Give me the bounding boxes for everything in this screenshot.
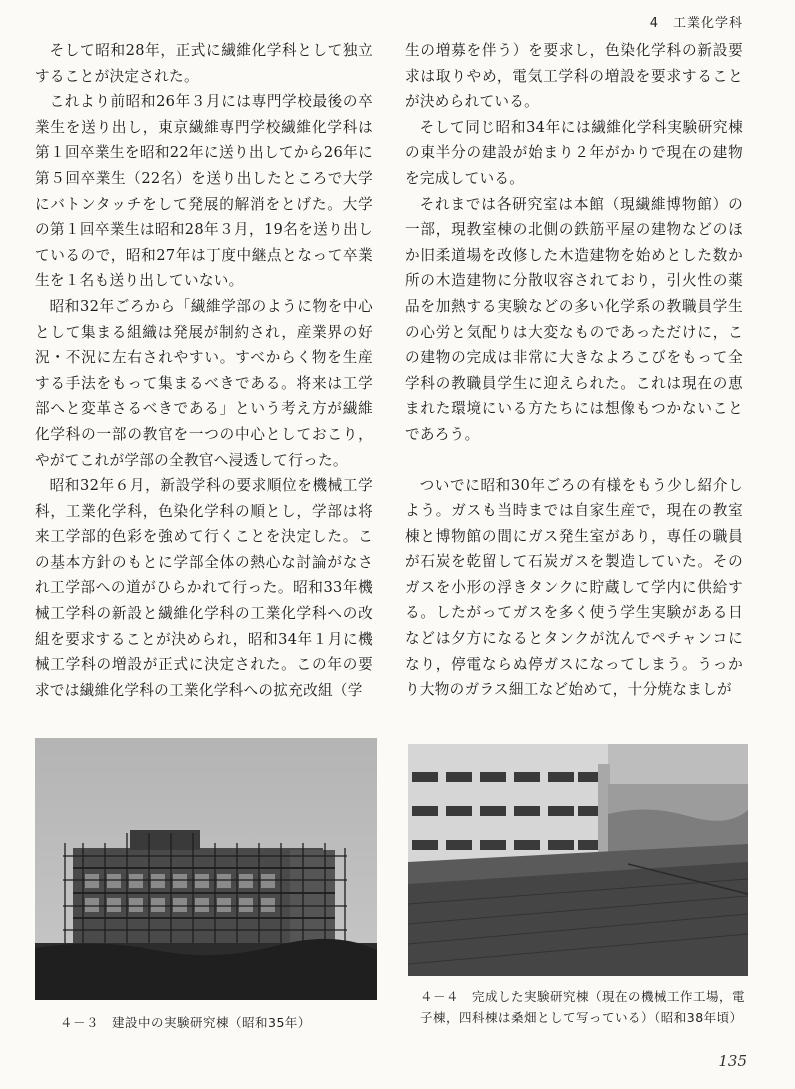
running-head: 4 工業化学科 [649,16,743,31]
paragraph: 昭和32年ごろから「繊維学部のように物を中心として集まる組織は発展が制約され，産業界の好況・不況に左右されやすい。すべからく物を生産する手法をもって集まるべきである。将来は工学部へと変革さるべきである」という考え方が繊維化学科の一部の教官を一つの中心としておこり，やがてこれが学部の全教官へ浸透して行った。 [35,297,373,469]
paragraph: 昭和32年６月，新設学科の要求順位を機械工学科，工業化学科，色染化学科の順とし，学部は将来工学部的色彩を強めて行くことを決定した。この基本方針のもとに学部全体の熱心な討論がなされ工学部への道がひらかれて行った。昭和33年機械工学科の新設と繊維化学科の工業化学科への改組を要求することが決められ，昭和34年１月に機械工学科の増設が正式に決定された。この年の要求では繊維化学科の工業化学科への拡充改組（学 [35,477,373,699]
paragraph: そして同じ昭和34年には繊維化学科実験研究棟の東半分の建設が始まり２年がかりで現在の建物を完成している。 [405,118,743,187]
photo-completed-building [408,744,748,976]
paragraph: それまでは各研究室は本館（現繊維博物館）の一部，現教室棟の北側の鉄筋平屋の建物などのほか旧柔道場を改修した木造建物を始めとした数か所の木造建物に分散収容されており，引火性の薬品を加熱する実験などの多い化学系の教職員学生の心労と気配りは大変なものであっただけに，この建物の完成は非常に大きなよろこびをもって全学科の教職員学生に迎えられた。これは現在の恵まれた環境にいる方たちには想像もつかないことであろう。 [405,195,743,443]
page-number: 135 [718,1052,747,1070]
figure-caption: ４－３ 建設中の実験研究棟（昭和35年） [60,1015,311,1030]
text-column-right [405,38,743,703]
text-column-left [35,38,373,703]
photo-building-under-construction [35,738,377,1000]
paragraph: 生の増募を伴う）を要求し，色染化学科の新設要求は取りやめ，電気工学科の増設を要求することが決められている。 [405,42,743,111]
paragraph: ついでに昭和30年ごろの有様をもう少し紹介しよう。ガスも当時までは自家生産で，現在の教室棟と博物館の間にガス発生室があり，専任の職員が石炭を乾留して石炭ガスを製造していた。そのガスを小形の浮きタンクに貯蔵して学内に供給する。したがってガスを多く使う学生実験がある日などは夕方になるとタンクが沈んでペチャンコになり，停電ならぬ停ガスになってしまう。うっかり大物のガラス細工など始めて，十分焼なましが [405,476,743,699]
paragraph: これより前昭和26年３月には専門学校最後の卒業生を送り出し，東京繊維専門学校繊維化学科は第１回卒業生を昭和22年に送り出してから26年に第５回卒業生（22名）を送り出したところで大学にバトンタッチをして発展的解消をとげた。大学の第１回卒業生は昭和28年３月，19名を送り出しているので，昭和27年は丁度中継点となって卒業生を１名も送り出していない。 [35,93,373,290]
figure-caption: ４－４ 完成した実験研究棟（現在の機械工作工場，電子棟，四科棟は桑畑として写っている）（昭和38年頃） [420,989,746,1025]
paragraph: そして昭和28年，正式に繊維化学科として独立することが決定された。 [35,42,373,85]
